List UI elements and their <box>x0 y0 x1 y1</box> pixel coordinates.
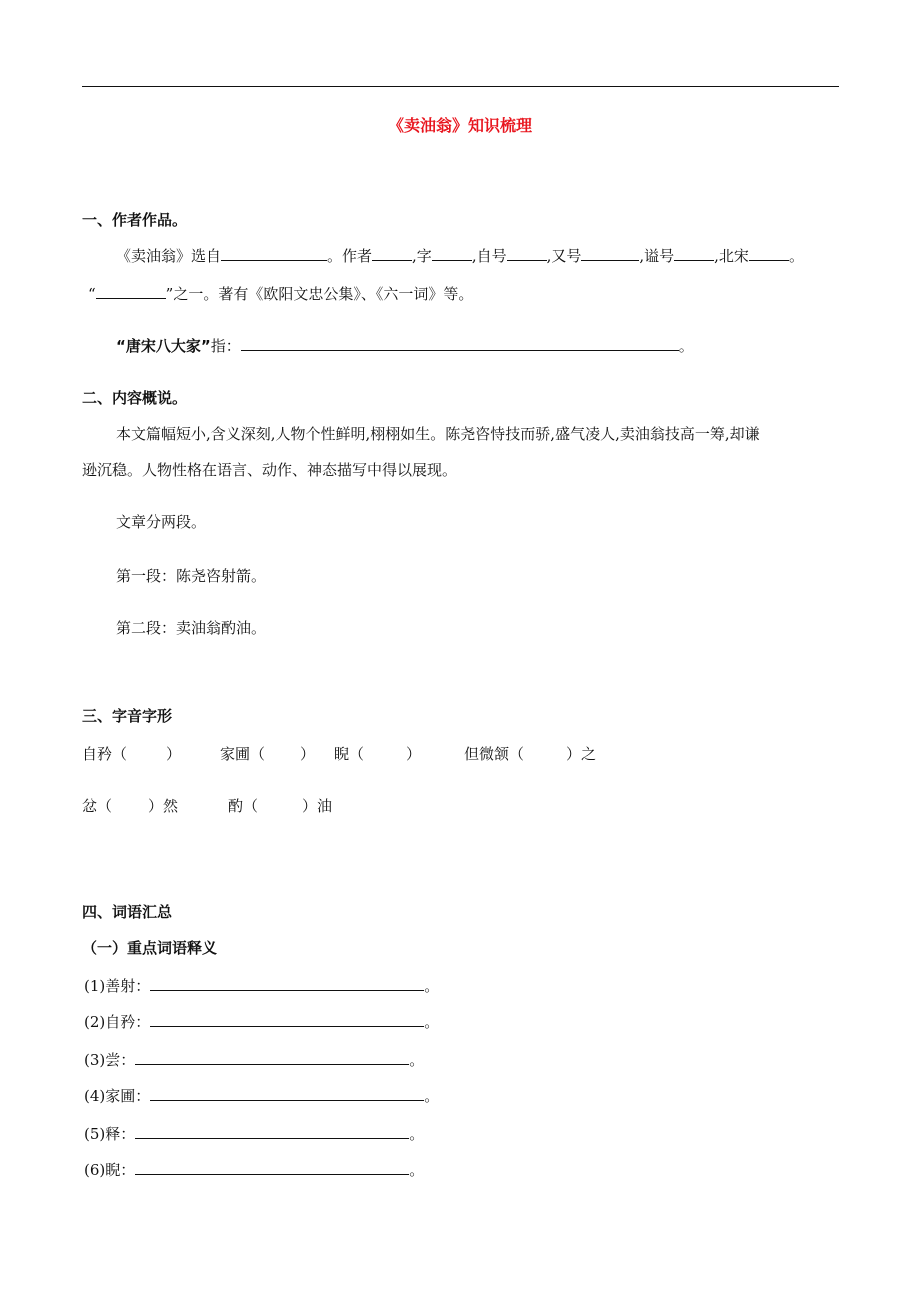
definition-item <box>84 1050 424 1070</box>
alias-blank <box>581 246 639 261</box>
courtesy-name-blank <box>432 246 472 261</box>
word-zhuo: 酌（ <box>228 797 259 815</box>
definition-item <box>84 976 439 996</box>
section-4-heading: 四、词语汇总 <box>82 903 173 921</box>
pronunciation-row-2 <box>82 796 382 816</box>
definition-label: (3)尝： <box>84 1051 136 1069</box>
word-ni: 睨（ <box>334 745 365 763</box>
definition-item <box>84 1086 439 1106</box>
paren-close: ） <box>406 745 422 763</box>
eight-masters-blank <box>241 336 679 351</box>
paren-close: ） <box>166 745 182 763</box>
definition-label: (6)睨： <box>84 1161 136 1179</box>
section-2-heading: 二、内容概说。 <box>82 389 188 407</box>
definition-item <box>84 1160 424 1180</box>
word-fen: 忿（ <box>82 797 113 815</box>
eight-masters-end: 。 <box>678 337 694 355</box>
definition-blank <box>150 976 424 991</box>
section-3-heading: 三、字音字形 <box>82 707 173 725</box>
definition-end: 。 <box>424 1013 440 1031</box>
eight-masters-text: ”之一。著有《欧阳文忠公集》、《六一词》等。 <box>165 285 474 303</box>
definition-blank <box>135 1050 409 1065</box>
definition-end: 。 <box>409 1125 425 1143</box>
eight-masters-label: “唐宋八大家” <box>116 337 211 355</box>
author-text-5: ,又号 <box>546 247 582 265</box>
author-text-3: ,字 <box>412 247 432 265</box>
summary-paragraph-line-1: 本文篇幅短小,含义深刻,人物个性鲜明,栩栩如生。陈尧咨恃技而骄,盛气凌人,卖油翁技高一筹,却谦 <box>116 425 760 443</box>
summary-paragraph-line-2: 逊沉稳。人物性格在语言、动作、神态描写中得以展现。 <box>82 461 458 479</box>
word-jiapu: 家圃（ <box>220 745 266 763</box>
paragraph-one-summary: 第一段：陈尧咨射箭。 <box>116 567 267 585</box>
definition-item <box>84 1012 439 1032</box>
definition-blank <box>135 1160 409 1175</box>
word-zhi: ）之 <box>566 745 597 763</box>
word-you: ）油 <box>302 797 333 815</box>
definition-end: 。 <box>424 1087 440 1105</box>
paragraph-two-summary: 第二段：卖油翁酌油。 <box>116 619 267 637</box>
eight-masters-prompt: 指： <box>210 337 241 355</box>
definition-end: 。 <box>409 1051 425 1069</box>
definition-blank <box>150 1012 424 1027</box>
author-text-2: 。作者 <box>327 247 373 265</box>
author-text-1: 《卖油翁》选自 <box>116 247 222 265</box>
author-text-8: 。 <box>788 247 804 265</box>
definition-end: 。 <box>424 977 440 995</box>
self-styled-name-blank <box>507 246 547 261</box>
posthumous-name-blank <box>674 246 714 261</box>
word-ran: ）然 <box>148 797 179 815</box>
source-blank <box>221 246 327 261</box>
pronunciation-row-1 <box>82 744 622 764</box>
eight-masters-definition <box>116 336 694 356</box>
definition-item <box>84 1124 424 1144</box>
paren-close: ） <box>300 745 316 763</box>
author-text-6: ,谥号 <box>639 247 675 265</box>
eight-masters-line <box>88 284 473 304</box>
word-danweihan: 但微颔（ <box>464 745 525 763</box>
document-title: 《卖油翁》知识梳理 <box>387 116 532 135</box>
header-rule <box>82 86 839 87</box>
author-text-4: ,自号 <box>471 247 507 265</box>
definition-label: (2)自矜： <box>84 1013 151 1031</box>
section-1-heading: 一、作者作品。 <box>82 211 188 229</box>
author-line <box>116 246 804 266</box>
definition-label: (1)善射： <box>84 977 151 995</box>
role-blank <box>749 246 789 261</box>
author-text-7: ,北宋 <box>714 247 749 265</box>
structure-intro: 文章分两段。 <box>116 513 207 531</box>
definition-label: (4)家圃： <box>84 1087 151 1105</box>
group-blank <box>96 284 166 299</box>
author-name-blank <box>372 246 412 261</box>
definition-blank <box>150 1086 424 1101</box>
definition-label: (5)释： <box>84 1125 136 1143</box>
open-quote: “ <box>88 285 96 303</box>
section-4-subheading: （一）重点词语释义 <box>82 939 218 957</box>
definition-blank <box>135 1124 409 1139</box>
word-zijin: 自矜（ <box>82 745 128 763</box>
definition-end: 。 <box>409 1161 425 1179</box>
